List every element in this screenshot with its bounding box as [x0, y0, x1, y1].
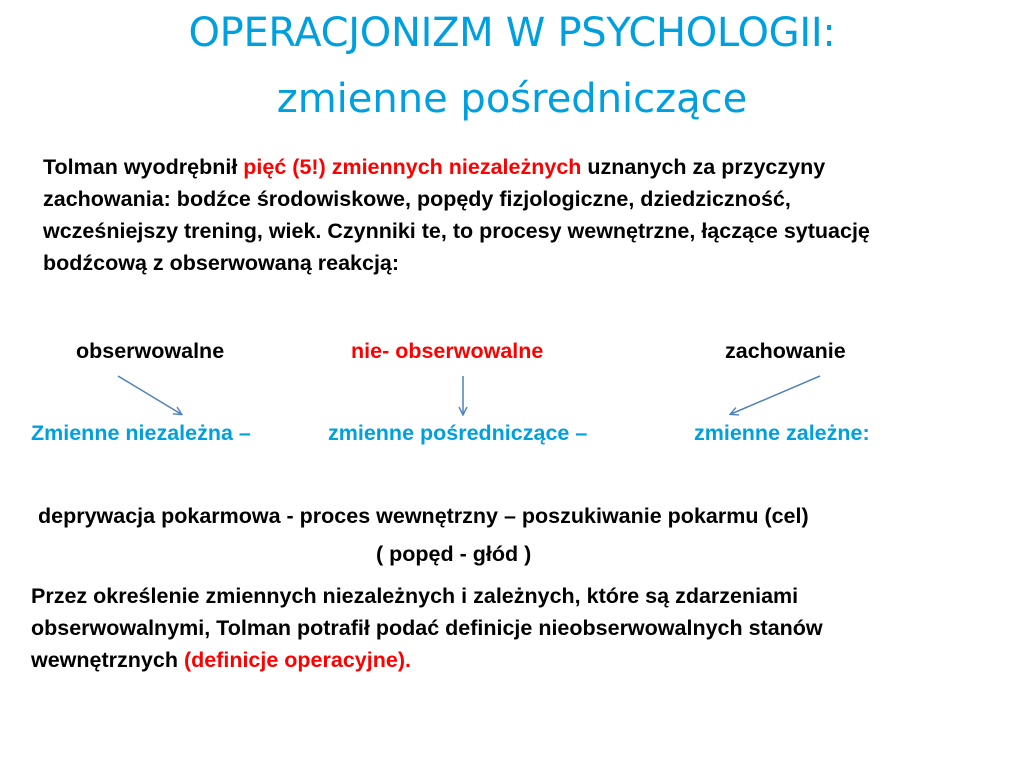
var-dependent: zmienne zależne:: [694, 421, 870, 445]
label-observable: obserwowalne: [76, 339, 225, 363]
conclusion-line-2: obserwowalnymi, Tolman potrafił podać definicje nieobserwowalnych stanów: [31, 616, 823, 640]
slide-title-line1: OPERACJONIZM W PSYCHOLOGII:: [188, 10, 836, 56]
example-line: deprywacja pokarmowa - proces wewnętrzny – poszukiwanie pokarmu (cel): [38, 504, 809, 528]
example-sub: ( popęd - głód ): [376, 542, 532, 566]
intro-line-1: [43, 151, 870, 183]
intro-line-4: bodźcową z obserwowaną reakcją:: [43, 251, 400, 275]
conclusion-paragraph: [31, 580, 823, 676]
intro-paragraph: [43, 151, 870, 279]
intro-text-b: uznanych za przyczyny: [581, 155, 826, 179]
intro-line-2: zachowania: bodźce środowiskowe, popędy fizjologiczne, dziedziczność,: [43, 187, 791, 211]
conclusion-line-3: [31, 644, 823, 676]
slide-title-line2: zmienne pośredniczące: [276, 76, 748, 122]
conclusion-line-1: Przez określenie zmiennych niezależnych i zależnych, które są zdarzeniami: [31, 584, 799, 608]
arrow-behavior-to-dependent: [731, 376, 820, 414]
var-independent: Zmienne niezależna –: [31, 421, 251, 445]
intro-line-3: wcześniejszy trening, wiek. Czynniki te, to procesy wewnętrzne, łączące sytuację: [43, 219, 870, 243]
label-non-observable: nie- obserwowalne: [351, 339, 544, 363]
label-behavior: zachowanie: [725, 339, 846, 363]
intro-highlight-red: pięć (5!) zmiennych niezależnych: [243, 155, 582, 179]
conclusion-text: wewnętrznych: [31, 648, 184, 672]
intro-text-a: Tolman wyodrębnił: [43, 155, 244, 179]
var-intermediate: zmienne pośredniczące –: [328, 421, 588, 445]
arrow-observable-to-independent: [118, 376, 181, 414]
conclusion-highlight-red: (definicje operacyjne).: [183, 648, 411, 672]
